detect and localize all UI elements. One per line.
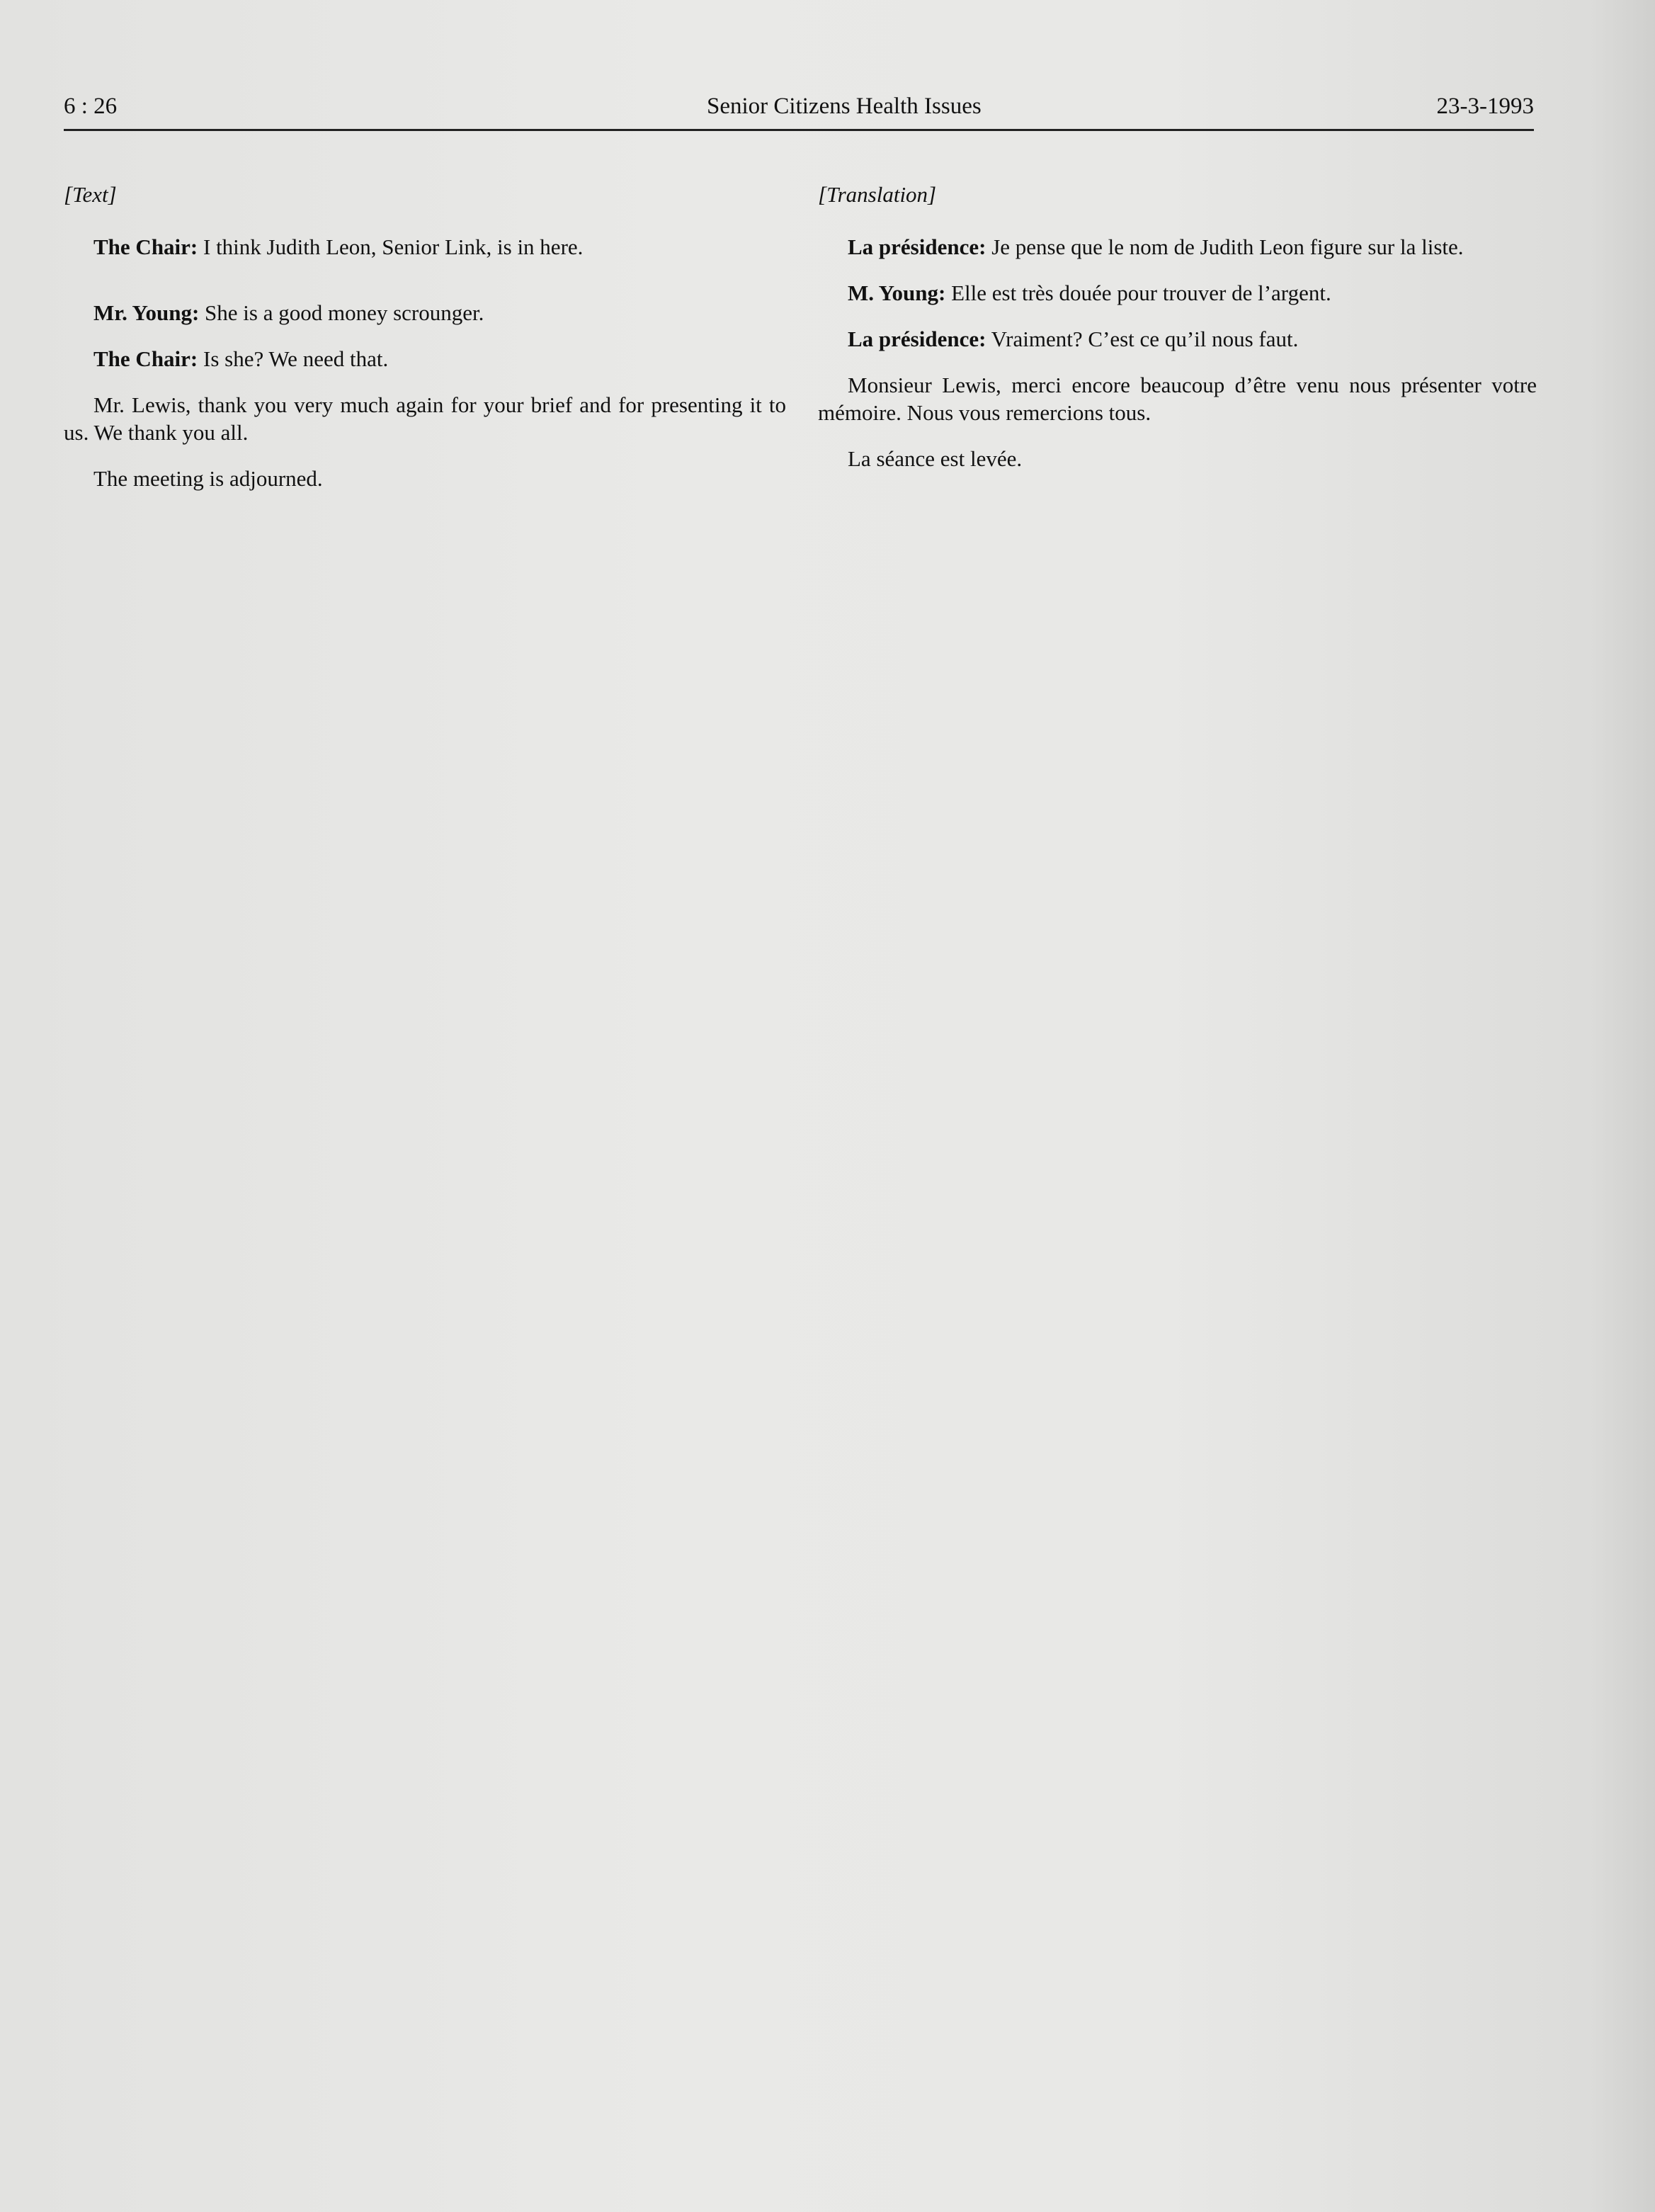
french-paragraph [818, 371, 1537, 426]
page-header [64, 93, 1534, 131]
speaker-name: La présidence: [848, 327, 986, 351]
french-paragraph [818, 445, 1537, 472]
paragraph-text: Je pense que le nom de Judith Leon figure sur la liste. [986, 234, 1464, 259]
english-paragraph [64, 391, 786, 446]
french-paragraph [818, 279, 1537, 307]
paragraph-text: Mr. Lewis, thank you very much again for your brief and for presenting it to us. We thank you all. [64, 392, 786, 445]
header-date: 23-3-1993 [1436, 93, 1534, 119]
paragraph-text: I think Judith Leon, Senior Link, is in here. [198, 234, 584, 259]
english-paragraph [64, 299, 786, 327]
paragraph-text: Monsieur Lewis, merci encore beaucoup d’être venu nous présenter votre mémoire. Nous vous remercions tous. [818, 373, 1537, 425]
paragraph-text: She is a good money scrounger. [199, 300, 484, 325]
speaker-name: M. Young: [848, 280, 946, 305]
french-paragraph [818, 325, 1537, 353]
french-paragraph [818, 233, 1537, 261]
paragraph-text: La séance est levée. [848, 446, 1023, 471]
paragraph-text: Is she? We need that. [198, 346, 389, 371]
paragraph-text: The meeting is adjourned. [93, 466, 323, 491]
running-title: Senior Citizens Health Issues [707, 93, 982, 119]
english-paragraph [64, 345, 786, 373]
speaker-name: Mr. Young: [93, 300, 200, 325]
english-column [64, 181, 786, 511]
speaker-name: La présidence: [848, 234, 986, 259]
speaker-name: The Chair: [93, 234, 198, 259]
translation-column-label: [Translation] [818, 182, 937, 207]
french-column [818, 181, 1537, 491]
paragraph-text: Elle est très douée pour trouver de l’argent. [945, 280, 1331, 305]
speaker-name: The Chair: [93, 346, 198, 371]
page-number: 6 : 26 [64, 93, 118, 119]
english-paragraph [64, 465, 786, 492]
paragraph-text: Vraiment? C’est ce qu’il nous faut. [986, 327, 1299, 351]
english-paragraph [64, 233, 786, 261]
text-column-label: [Text] [64, 182, 117, 207]
